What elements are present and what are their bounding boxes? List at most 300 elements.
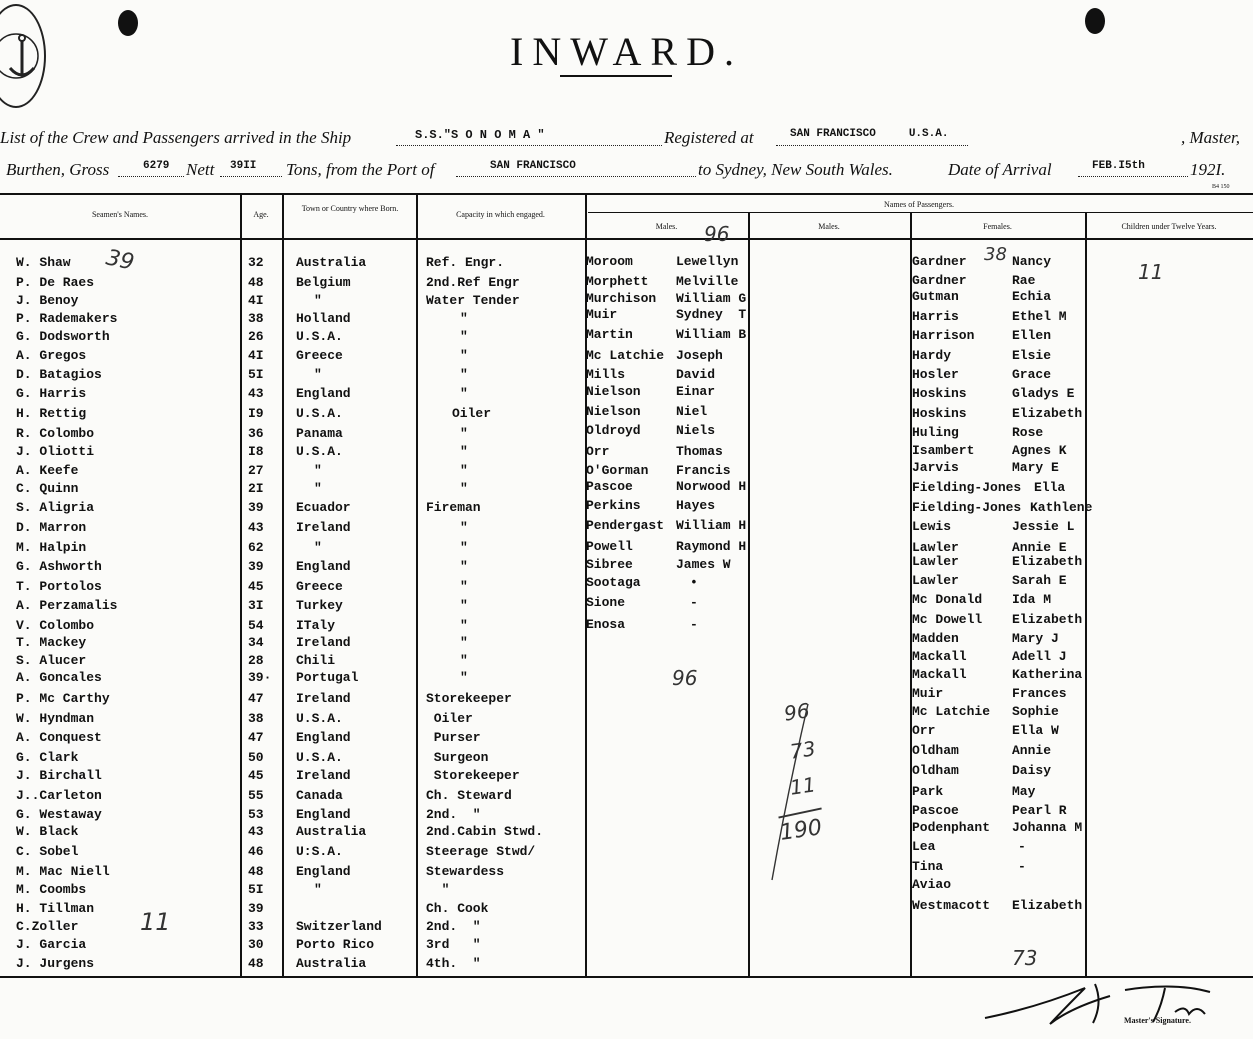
list-heading: List of the Crew and Passengers arrived in the Ship [0,128,352,147]
passenger-surname: Isambert [912,443,975,458]
crew-capacity: Water Tender [426,293,520,308]
crew-capacity: Fireman [426,500,481,515]
passenger-surname: Sootaga [586,575,641,590]
passenger-given-name: Kathlene [1030,500,1093,515]
crew-birthplace: Belgium [296,275,351,290]
crew-birthplace: England [296,807,351,822]
crew-birthplace: Greece [296,348,343,363]
crew-age: 30 [248,937,264,952]
passenger-given-name: James W [676,557,731,572]
crew-birthplace: Ireland [296,691,351,706]
crew-age: 43 [248,824,264,839]
crew-capacity: " [460,540,468,555]
crew-capacity: Stewardess [426,864,505,879]
passenger-given-name: William B [676,327,747,342]
passenger-surname: Mackall [912,649,967,664]
crew-age: 32 [248,255,264,270]
passenger-given-name: Sydney T [676,307,747,322]
passenger-given-name: Frances [1012,686,1067,701]
passenger-surname: Hoskins [912,386,967,401]
passenger-given-name: - [690,617,698,632]
crew-birthplace: Ireland [296,768,351,783]
signature-label: Master's Signature. [1124,1016,1191,1025]
column-rule [416,193,418,976]
passenger-surname: Nielson [586,404,641,419]
passenger-surname: O'Gorman [586,463,649,478]
tally-note: 96 [782,698,811,726]
passenger-given-name: Einar [676,384,716,399]
tally-note: 11 [788,772,817,800]
passenger-given-name: Gladys E [1012,386,1075,401]
age-header: Age. [253,210,269,219]
crew-name: G. Dodsworth [16,329,110,344]
passenger-given-name: William H [676,518,747,533]
male-count-note: 96 [672,666,698,690]
crew-name: S. Alucer [16,653,87,668]
male-count-note: 96 [704,222,730,246]
passenger-given-name: Mary J [1012,631,1059,646]
crew-name: P. De Raes [16,275,95,290]
passenger-given-name: Ethel M [1012,309,1067,324]
passenger-given-name: Niels [676,423,716,438]
crew-birthplace: " [314,463,322,478]
crew-name: W. Black [16,824,79,839]
passenger-surname: Powell [586,539,633,554]
crew-name: M. Halpin [16,540,87,555]
crew-name: W. Hyndman [16,711,95,726]
passenger-surname: Sione [586,595,626,610]
passenger-given-name: Katherina [1012,667,1083,682]
crew-age: 39· [248,670,272,685]
crew-name: C. Quinn [16,481,79,496]
passenger-surname: Morphett [586,274,649,289]
crew-capacity: " [460,348,468,363]
date-label: Date of Arrival [948,160,1052,179]
crew-birthplace: " [314,481,322,496]
crew-age: 39 [248,559,264,574]
passenger-given-name: Jessie L [1012,519,1075,534]
passenger-given-name: Elsie [1012,348,1052,363]
crew-capacity: " [460,329,468,344]
passenger-surname: Pascoe [912,803,959,818]
passenger-surname: Aviao [912,877,952,892]
passenger-given-name: Elizabeth [1012,554,1083,569]
tally-note: 73 [788,736,817,764]
passenger-surname: Mackall [912,667,967,682]
crew-age: 46 [248,844,264,859]
crew-capacity: Ref. Engr. [426,255,505,270]
gross-tons: 6279 [143,160,170,172]
crew-birthplace: Turkey [296,598,343,613]
passenger-surname: Fielding-Jones [912,500,1022,515]
crew-name: G. Harris [16,386,87,401]
passenger-surname: Harrison [912,328,975,343]
female-count-note: 38 [984,244,1007,265]
table-header-rule [0,238,1253,240]
crew-age: 55 [248,788,264,803]
crew-capacity: 4th. " [426,956,481,971]
crew-age: 38 [248,711,264,726]
crew-age: 4I [248,293,264,308]
crew-capacity: " [460,520,468,535]
passenger-surname: Tina [912,859,944,874]
crew-age: 53 [248,807,264,822]
passenger-surname: Madden [912,631,959,646]
passenger-surname: Hosler [912,367,959,382]
passenger-surname: Moroom [586,254,633,269]
crew-age: 34 [248,635,264,650]
female-count-note: 73 [1012,946,1038,970]
females-header: Females. [983,222,1012,231]
document-title: INWARD. [510,29,743,74]
passenger-surname: Lewis [912,519,952,534]
passenger-given-name: Lewellyn [676,254,739,269]
crew-name: T. Portolos [16,579,102,594]
passenger-given-name: Raymond H [676,539,747,554]
crew-age: 26 [248,329,264,344]
passenger-surname: Mc Donald [912,592,983,607]
passenger-given-name: Ella W [1012,723,1059,738]
crew-capacity: " [460,426,468,441]
crew-name: A. Goncales [16,670,102,685]
nett-underline [220,176,282,177]
crew-capacity: 2nd. " [426,807,481,822]
ship-underline [396,145,662,146]
passenger-subhead-rule [588,212,1253,213]
crew-name: G. Westaway [16,807,102,822]
passenger-surname: Gardner [912,273,967,288]
children-count-note: 11 [1138,260,1164,284]
crew-name: A. Gregos [16,348,87,363]
master-label: , Master, [1180,128,1240,147]
master-signature [975,978,1245,1030]
passenger-surname: Perkins [586,498,641,513]
crew-birthplace: Australia [296,255,367,270]
crew-age: 43 [248,520,264,535]
crew-birthplace: U.S.A. [296,750,343,765]
crew-age: 36 [248,426,264,441]
passenger-surname: Orr [912,723,936,738]
crew-age: 48 [248,275,264,290]
crew-birthplace: " [314,882,322,897]
arrival-date: FEB.I5th [1092,160,1145,172]
crew-birthplace: England [296,386,351,401]
crew-birthplace: Australia [296,956,367,971]
passenger-surname: Sibree [586,557,633,572]
port-name: SAN FRANCISCO [490,160,576,172]
crew-name: A. Conquest [16,730,102,745]
crew-birthplace: U.S.A. [296,444,343,459]
form-number: B4 150 [1212,184,1230,190]
passenger-given-name: Rose [1012,425,1044,440]
crew-age: I8 [248,444,264,459]
crew-name: J. Birchall [16,768,102,783]
crew-birthplace: Holland [296,311,351,326]
crew-birthplace: Switzerland [296,919,382,934]
passenger-surname: Huling [912,425,959,440]
passenger-given-name: David [676,367,716,382]
ship-name: S.S."S O N O M A " [415,128,545,142]
passenger-surname: Mc Latchie [586,348,665,363]
date-underline [1078,176,1188,177]
passenger-surname: Pendergast [586,518,665,533]
passenger-given-name: Adell J [1012,649,1067,664]
crew-age: 28 [248,653,264,668]
passenger-surname: Enosa [586,617,626,632]
passenger-given-name: Sarah E [1012,573,1067,588]
registered-underline [776,145,968,146]
passenger-given-name: Echia [1012,289,1052,304]
crew-capacity: " [460,559,468,574]
passenger-surname: Lawler [912,573,959,588]
crew-capacity: " [460,635,468,650]
crew-name: G. Ashworth [16,559,102,574]
crew-name: C. Sobel [16,844,79,859]
crew-birthplace: England [296,864,351,879]
passenger-surname: Oldroyd [586,423,641,438]
passenger-given-name: Grace [1012,367,1052,382]
crew-name: D. Batagios [16,367,102,382]
crew-name: D. Marron [16,520,87,535]
passenger-surname: Pascoe [586,479,633,494]
table-top-rule [0,193,1253,195]
crew-age: 50 [248,750,264,765]
crew-name: H. Rettig [16,406,87,421]
crew-name: J. Garcia [16,937,87,952]
crew-capacity: Purser [426,730,481,745]
passenger-given-name: Elizabeth [1012,406,1083,421]
passenger-surname: Martin [586,327,633,342]
passenger-surname: Jarvis [912,460,959,475]
passenger-given-name: - [690,595,698,610]
passenger-given-name: Elizabeth [1012,612,1083,627]
registered-label: Registered at [664,128,754,147]
crew-name: J..Carleton [16,788,102,803]
crew-name: J. Jurgens [16,956,95,971]
passenger-given-name: Ella [1034,480,1066,495]
passenger-surname: Muir [912,686,944,701]
crew-name: A. Keefe [16,463,79,478]
crew-capacity: " [460,444,468,459]
crew-capacity: 2nd.Cabin Stwd. [426,824,544,839]
crew-name: R. Colombo [16,426,95,441]
crew-birthplace: Australia [296,824,367,839]
crew-birthplace: England [296,730,351,745]
crew-birthplace: Panama [296,426,343,441]
passenger-given-name: Niel [676,404,708,419]
crew-age: 47 [248,730,264,745]
crew-capacity: Storekeeper [426,768,520,783]
passenger-surname: Podenphant [912,820,991,835]
crew-birthplace: Ireland [296,520,351,535]
crew-age: 39 [248,901,264,916]
passenger-given-name: Melville [676,274,739,289]
crew-name: P. Mc Carthy [16,691,110,706]
crew-age: 62 [248,540,264,555]
crew-capacity: " [460,579,468,594]
crew-name: J. Oliotti [16,444,95,459]
town-header: Town or Country where Born. [301,204,399,213]
passenger-given-name: Agnes K [1012,443,1067,458]
passenger-surname: Nielson [586,384,641,399]
passenger-given-name: Nancy [1012,254,1052,269]
registered-at: SAN FRANCISCO U.S.A. [790,128,949,140]
seamen-header: Seamen's Names. [91,210,149,219]
crew-birthplace: " [314,367,322,382]
crew-birthplace: " [314,540,322,555]
gross-underline [118,176,184,177]
crew-birthplace: Greece [296,579,343,594]
passenger-surname: Fielding-Jones [912,480,1022,495]
crew-age: 43 [248,386,264,401]
crew-birthplace: Canada [296,788,343,803]
passenger-surname: Oldham [912,743,959,758]
crew-age: 48 [248,956,264,971]
passenger-given-name: May [1012,784,1036,799]
crew-capacity: " [426,882,450,897]
crew-capacity: " [460,481,468,496]
crew-capacity: 3rd " [426,937,481,952]
crew-capacity: Surgeon [426,750,489,765]
crew-name: M. Mac Niell [16,864,110,879]
children-header: Children under Twelve Years. [1121,222,1217,231]
passenger-given-name: William G [676,291,747,306]
crew-capacity: 2nd.Ref Engr [426,275,520,290]
crew-name: C.Zoller [16,919,79,934]
crew-birthplace: Porto Rico [296,937,375,952]
crew-birthplace: U.S.A. [296,329,343,344]
crew-capacity: Ch. Steward [426,788,512,803]
crew-age: 5I [248,367,264,382]
crew-age: 2I [248,481,264,496]
crew-capacity: " [460,463,468,478]
column-rule [240,193,242,976]
passenger-given-name: Pearl R [1012,803,1067,818]
crew-capacity: " [460,367,468,382]
crew-capacity: " [460,618,468,633]
crew-count-note: 39 [103,245,137,276]
crew-name: H. Tillman [16,901,95,916]
passenger-surname: Orr [586,444,610,459]
burthen-label: Burthen, Gross [6,160,110,179]
passenger-surname: Gutman [912,289,959,304]
tally-bracket [768,700,828,885]
males-header: Males. [655,222,678,231]
passenger-surname: Lawler [912,540,959,555]
crew-capacity: " [460,598,468,613]
crew-age: 48 [248,864,264,879]
crew-age: 45 [248,579,264,594]
passenger-surname: Harris [912,309,959,324]
passenger-given-name: Annie E [1012,540,1067,555]
crew-name: W. Shaw [16,255,71,270]
crew-birthplace: Chili [296,653,336,668]
crew-age: 39 [248,500,264,515]
passenger-surname: Murchison [586,291,657,306]
port-underline [456,176,696,177]
crew-age: 47 [248,691,264,706]
crew-name: G. Clark [16,750,79,765]
passenger-given-name: Hayes [676,498,716,513]
column-rule [282,193,284,976]
passenger-given-name: Ida M [1012,592,1052,607]
crew-age: 45 [248,768,264,783]
passenger-given-name: - [1018,839,1026,854]
passenger-given-name: Francis [676,463,731,478]
passenger-given-name: Sophie [1012,704,1059,719]
tally-total: 190 [778,815,824,846]
crew-capacity: " [460,386,468,401]
males-header-2: Males. [818,222,840,231]
passenger-given-name: - [1018,859,1026,874]
passenger-given-name: Elizabeth [1012,898,1083,913]
crew-name: M. Coombs [16,882,87,897]
crew-age: 33 [248,919,264,934]
passenger-surname: Oldham [912,763,959,778]
passenger-surname: Lawler [912,554,959,569]
crew-birthplace: U.S.A. [296,711,343,726]
crew-name: A. Perzamalis [16,598,118,613]
passenger-given-name: Joseph [676,348,723,363]
passenger-given-name: Johanna M [1012,820,1083,835]
crew-age: 54 [248,618,264,633]
crew-capacity: " [460,311,468,326]
passenger-given-name: Norwood H [676,479,747,494]
crew-count-note: 11 [140,908,171,936]
crew-birthplace: ITaly [296,618,336,633]
crew-capacity: " [460,670,468,685]
passenger-given-name: Rae [1012,273,1036,288]
crew-age: 5I [248,882,264,897]
passenger-surname: Westmacott [912,898,991,913]
title-underline [560,75,672,77]
crew-capacity: Oiler [452,406,492,421]
passenger-given-name: Daisy [1012,763,1052,778]
crew-birthplace: Ecuador [296,500,351,515]
destination-label: to Sydney, New South Wales. [698,160,893,179]
crew-name: S. Aligria [16,500,95,515]
passenger-surname: Gardner [912,254,967,269]
nett-tons: 39II [230,160,257,172]
passenger-given-name: Annie [1012,743,1052,758]
arrival-year: 192I. [1190,160,1226,179]
passenger-surname: Mills [586,367,626,382]
passenger-surname: Hoskins [912,406,967,421]
column-rule [1085,212,1087,976]
passengers-header: Names of Passengers. [884,200,954,209]
crew-capacity: Ch. Cook [426,901,489,916]
crew-age: 27 [248,463,264,478]
crew-capacity: 2nd. " [426,919,481,934]
crew-capacity: " [460,653,468,668]
passenger-given-name: Ellen [1012,328,1052,343]
crew-birthplace: " [314,293,322,308]
crew-age: 4I [248,348,264,363]
passenger-surname: Mc Dowell [912,612,983,627]
passenger-given-name: • [690,575,698,590]
passenger-surname: Mc Latchie [912,704,991,719]
crew-birthplace: Ireland [296,635,351,650]
passenger-surname: Hardy [912,348,952,363]
crew-birthplace: U.S.A. [296,406,343,421]
crew-birthplace: Portugal [296,670,359,685]
crew-name: V. Colombo [16,618,95,633]
passenger-surname: Muir [586,307,618,322]
nett-label: Nett [186,160,215,179]
crew-name: T. Mackey [16,635,87,650]
crew-age: 3I [248,598,264,613]
crew-capacity: Steerage Stwd/ [426,844,536,859]
